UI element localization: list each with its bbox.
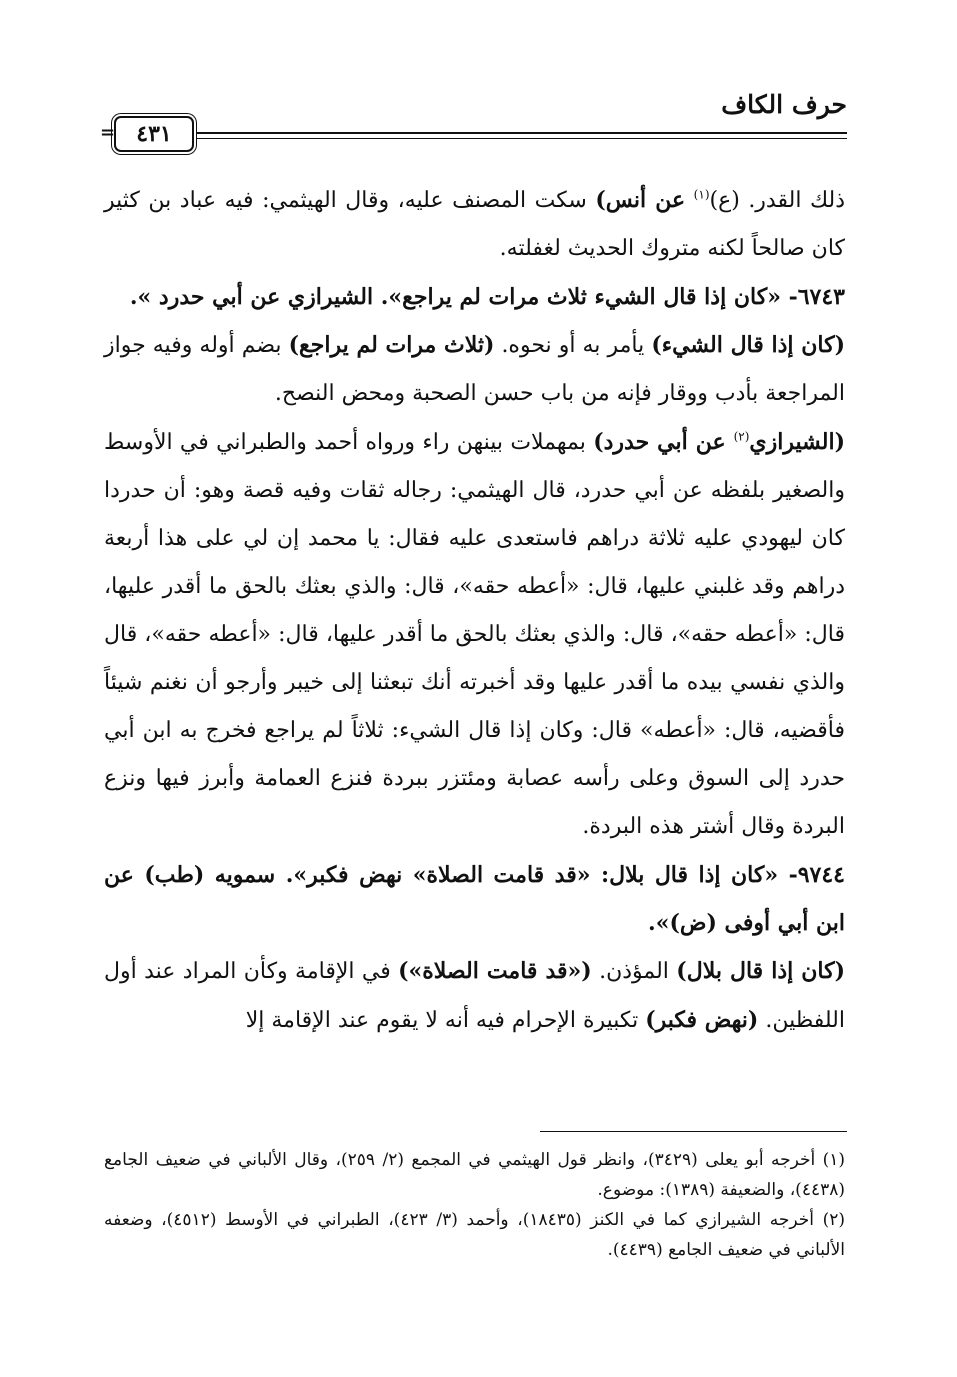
header-ornament: = xyxy=(100,122,116,143)
page-number: ٤٣١ xyxy=(114,116,194,152)
footnote-1: (١) أخرجه أبو يعلى (٣٤٢٩)، وانظر قول الهيثمي في المجمع (٢/ ٢٥٩)، وقال الألباني في ضعيف الجامع (٤٤٣٨)، والضعيفة (١٣٨٩): موضوع. xyxy=(104,1150,846,1200)
hadith-6743: ٦٧٤٣- «كان إذا قال الشيء ثلاث مرات لم يراجع». الشيرازي عن أبي حدرد ». xyxy=(129,284,845,310)
paragraph-6: (كان إذا قال بلال) المؤذن. («قد قامت الصلاة») في الإقامة وكأن المراد عند أول اللفظين. (نهض فكبر) تكبيرة الإحرام فيه أنه لا يقوم عند الإقامة إلا xyxy=(104,958,846,1033)
footnotes xyxy=(104,1145,845,1265)
footnote-separator xyxy=(540,1131,847,1132)
chapter-title: حرف الكاف xyxy=(721,90,847,119)
paragraph-4: (الشيرازي$^{(٢)}$ عن أبي حدرد) بمهملات بينهن راء ورواه أحمد والطبراني في الأوسط والصغير بلفظه عن أبي حدرد، قال الهيثمي: رجاله ثقات وفيه قصة وهو: أن حدردا كان ليهودي عليه ثلاثة دراهم فاستعدى عليه فقال: يا محمد إن لي على هذا أربعة دراهم وقد غلبني عليها، قال: «أعطه حقه»، قال: والذي بعثك بالحق ما أقدر عليها، قال: «أعطه حقه»، قال: والذي بعثك بالحق ما أقدر عليها، قال: «أعطه حقه»، قال والذي نفسي بيده ما أقدر عليها وقد أخبرته أنك تبعثنا إلى خيبر وأرجو أن نغنم شيئاً فأقضيه، قال: «أعطه» قال: وكان إذا قال الشيء: ثلاثاً لم يراجع فخرج به ابن أبي حدرد إلى السوق وعلى رأسه عصابة ومئتزر ببردة فنزع العمامة وأبرز فيها ونزع البردة وقال أشتر هذه البردة. xyxy=(104,429,845,839)
hadith-9744: ٩٧٤٤- «كان إذا قال بلال: «قد قامت الصلاة» نهض فكبر». سمويه (طب) عن ابن أبي أوفى (ض)». xyxy=(104,862,845,936)
footnote-ref-2[interactable]: (٢) xyxy=(733,429,750,444)
paragraph-1: ذلك القدر. (ع)$^{(١)}$ عن أنس) سكت المصنف عليه، وقال الهيثمي: فيه عباد بن كثير كان صالحاً لكنه متروك الحديث لغفلته. xyxy=(104,187,845,261)
header-rule xyxy=(196,132,847,139)
paragraph-3: (كان إذا قال الشيء) يأمر به أو نحوه. (ثلاث مرات لم يراجع) بضم أوله وفيه جواز المراجعة بأدب ووقار فإنه من باب حسن الصحبة ومحض النصح. xyxy=(104,332,846,406)
footnote-2: (٢) أخرجه الشيرازي كما في الكنز (١٨٤٣٥)، وأحمد (٣/ ٤٢٣)، الطبراني في الأوسط (٤٥١٢)، وضعفه الألباني في ضعيف الجامع (٤٤٣٩). xyxy=(104,1210,845,1260)
footnote-ref-1[interactable]: (١) xyxy=(693,187,710,202)
page-header xyxy=(100,86,847,156)
main-text xyxy=(104,176,845,1045)
